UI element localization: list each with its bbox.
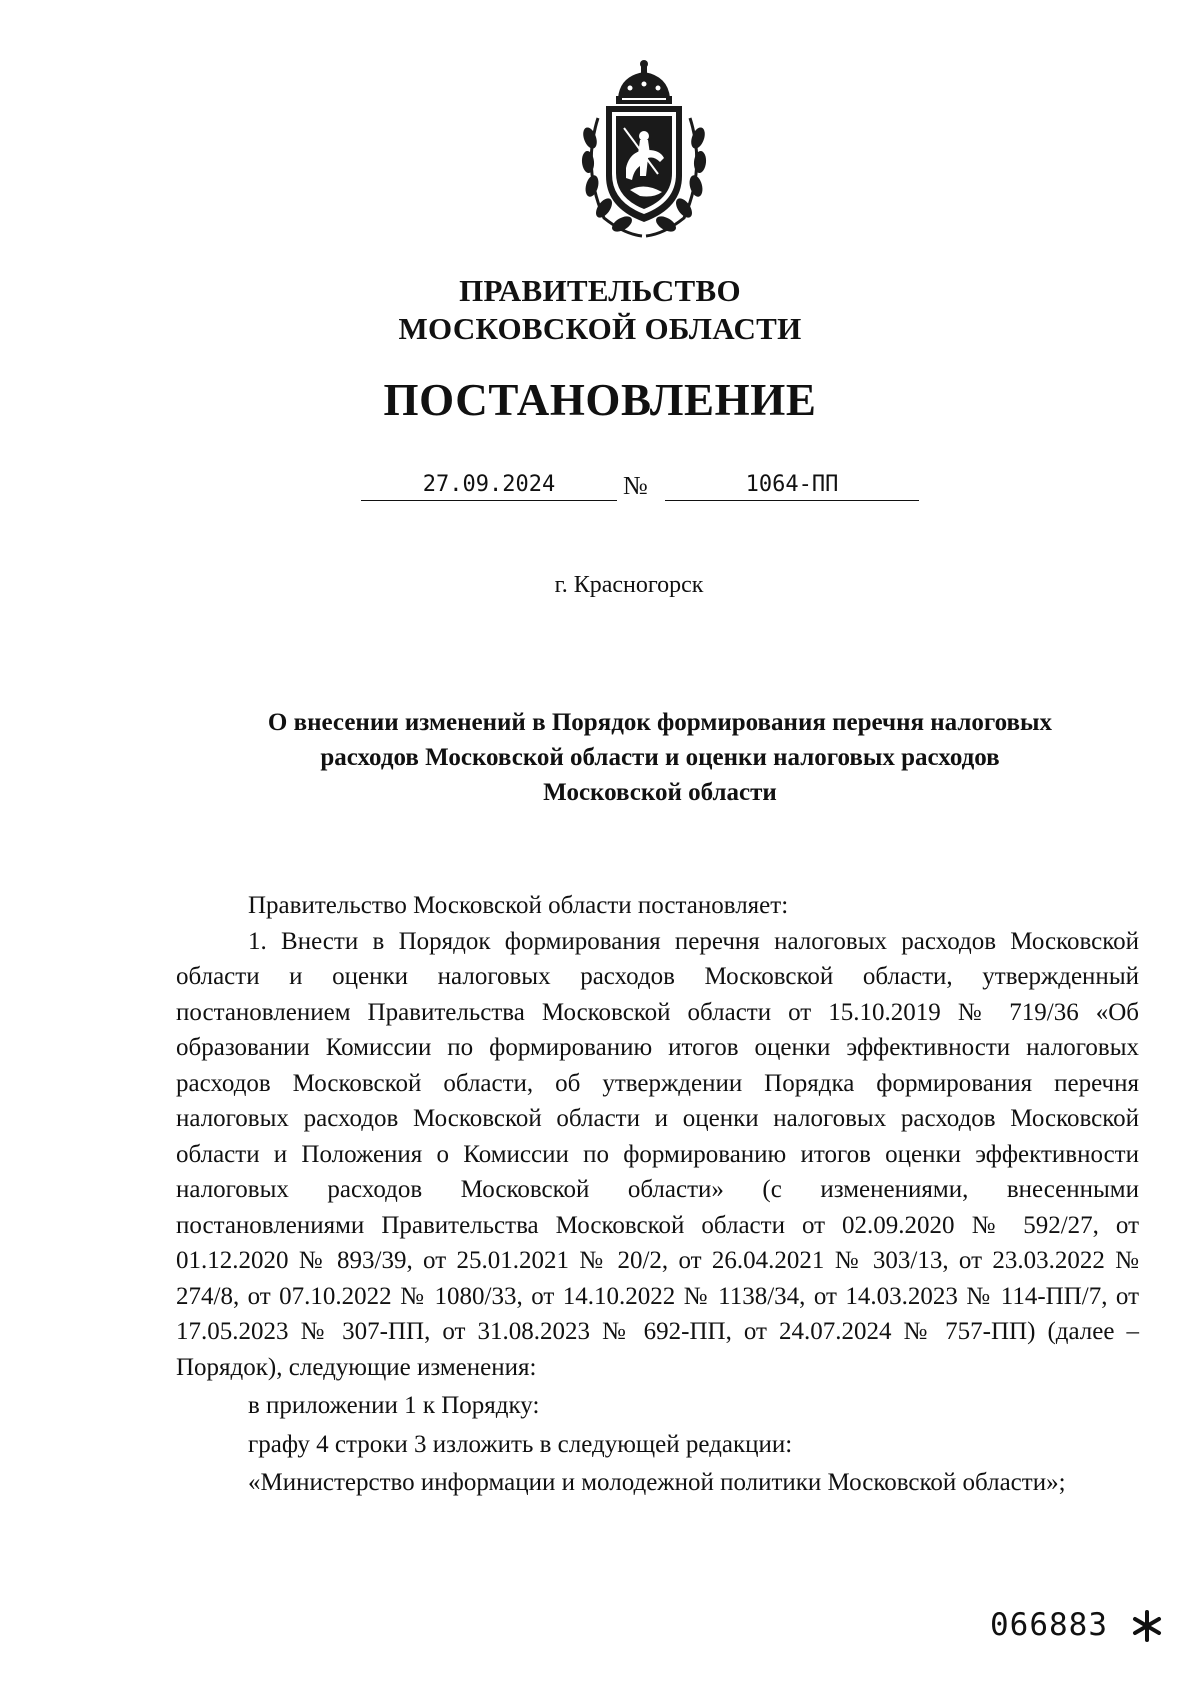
organization-title-line2: МОСКОВСКОЙ ОБЛАСТИ xyxy=(398,311,802,346)
document-date: 27.09.2024 xyxy=(361,470,617,501)
document-subject xyxy=(180,705,1140,810)
subject-line1: О внесении изменений в Порядок формирования перечня налоговых xyxy=(267,709,1053,736)
appendix-reference: в приложении 1 к Порядку: xyxy=(248,1392,540,1419)
document-body xyxy=(176,888,1139,1501)
number-sign: № xyxy=(623,471,648,500)
coat-of-arms-icon xyxy=(574,58,714,240)
new-wording-quote: «Министерство информации и молодежной политики Московской области»; xyxy=(248,1469,1066,1496)
organization-title xyxy=(0,272,1200,348)
document-type: ПОСТАНОВЛЕНИЕ xyxy=(383,375,817,425)
serial-number: 066883 xyxy=(990,1607,1108,1643)
preamble: Правительство Московской области постановляет: xyxy=(248,892,789,919)
subject-line3: Московской области xyxy=(543,779,777,806)
asterisk-icon xyxy=(1130,1609,1164,1643)
clause-1: 1. Внести в Порядок формирования перечня налоговых расходов Московской области и оценки налоговых расходов Московской области, утвержденный постановлением Правительства Московской области от 15.10.2019 № 719/36 «Об образовании Комиссии по формированию итогов оценки эффективности налоговых расходов Московской области, об утверждении Порядка формирования перечня налоговых расходов Московской области и оценки налоговых расходов Московской области и Положения о Комиссии по формированию итогов оценки эффективности налоговых расходов Московской области» (с изменениями, внесенными постановлениями Правительства Московской области от 02.09.2020 № 592/27, от 01.12.2020 № 893/39, от 25.01.2021 № 20/2, от 26.04.2021 № 303/13, от 23.03.2022 № 274/8, от 07.10.2022 № 1080/33, от 14.10.2022 № 1138/34, от 14.03.2023 № 114-ПП/7, от 17.05.2023 № 307-ПП, от 31.08.2023 № 692-ПП, от 24.07.2024 № 757-ПП) (далее – Порядок), следующие изменения: xyxy=(176,927,1139,1381)
column-instruction: графу 4 строки 3 изложить в следующей редакции: xyxy=(248,1430,793,1458)
city-of-issue: г. Красногорск xyxy=(554,572,704,598)
document-number: 1064-ПП xyxy=(665,470,919,501)
subject-line2: расходов Московской области и оценки налоговых расходов xyxy=(320,744,1000,771)
organization-title-line1: ПРАВИТЕЛЬСТВО xyxy=(459,273,741,308)
